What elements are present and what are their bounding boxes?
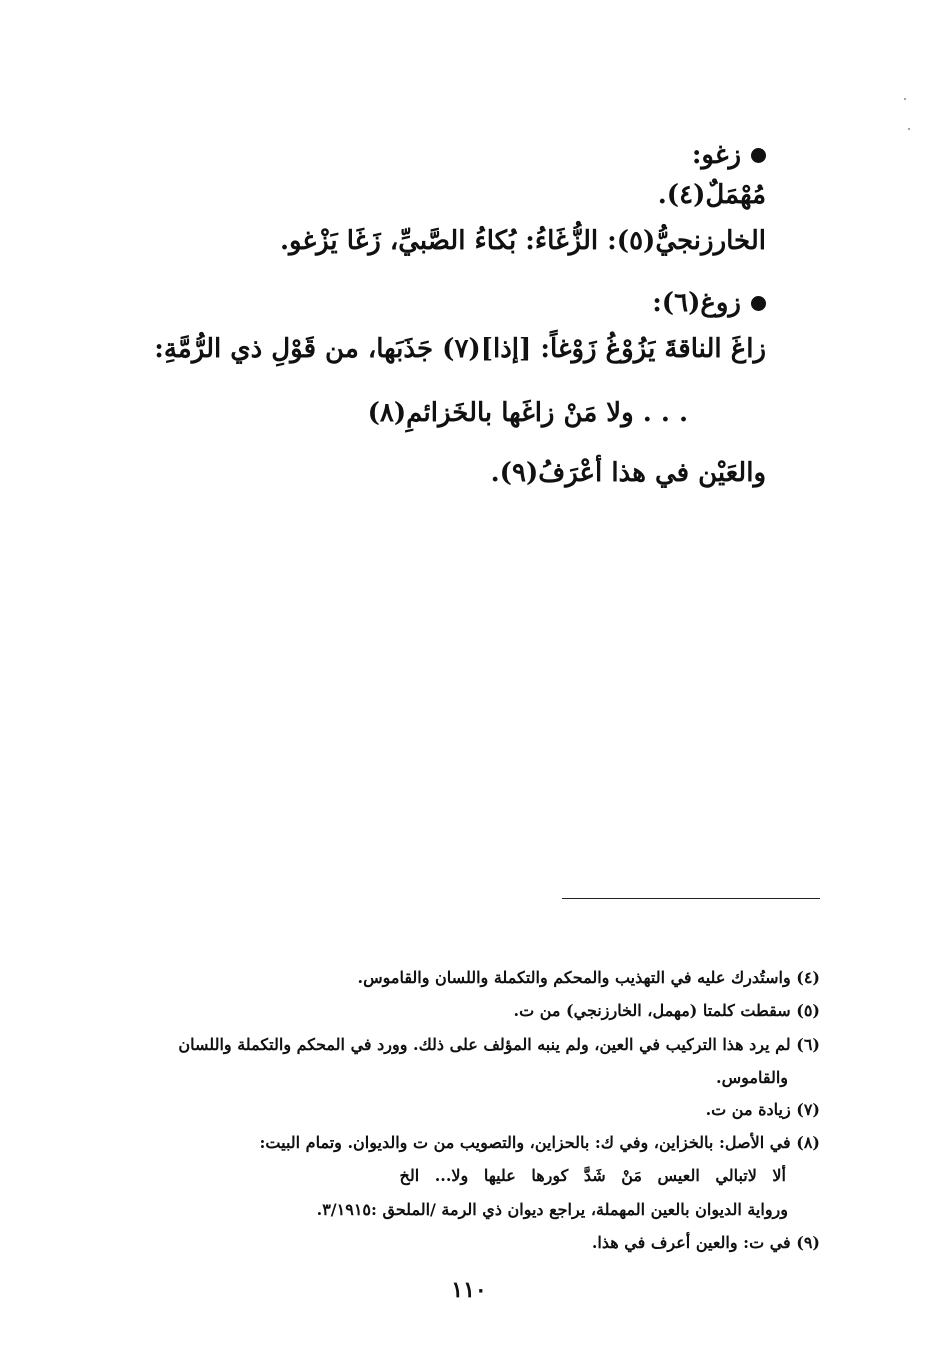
footnote-7: (٧) زيادة من ت.: [705, 1100, 820, 1119]
footnote-6: (٦) لم يرد هذا التركيب في العين، ولم ينبه المؤلف على ذلك. وورد في المحكم والتكملة واللسان: [178, 1035, 820, 1054]
footnote-separator: [562, 898, 820, 899]
entry-text-line: مُهْمَلٌ(٤).: [657, 180, 766, 210]
footnote-5: (٥) سقطت كلمتا (مهمل، الخارزنجي) من ت.: [513, 1001, 820, 1020]
bullet-icon: [751, 148, 766, 163]
footnote-8-continued: ورواية الديوان بالعين المهملة، يراجع ديوان ذي الرمة /الملحق :٣/١٩١٥.: [316, 1200, 788, 1219]
scan-speck: [904, 98, 906, 100]
entry-headword: زوغ(٦):: [652, 288, 741, 318]
bullet-icon: [751, 296, 766, 311]
footnote-8-verse: ألا لاتبالي العيس مَنْ شَدَّ كورها عليها ولا... الخ: [399, 1166, 786, 1185]
footnote-9: (٩) في ت: والعين أعرف في هذا.: [591, 1233, 820, 1252]
footnote-6-continued: والقاموس.: [716, 1068, 788, 1087]
scan-speck: [908, 128, 910, 130]
page-number: ١١٠: [451, 1277, 487, 1303]
entry-text-line: زاغَ الناقةَ يَزُوْغُ زَوْغاً: [إذا](٧) جَذَبَها، من قَوْلِ ذي الرُّمَّةِ:: [154, 334, 766, 364]
entry-text-line: الخارزنجيُّ(٥): الزُّغَاءُ: بُكاءُ الصَّبيِّ، زَغَا يَزْغو.: [279, 226, 766, 256]
verse-line: . . . ولا مَنْ زاغَها بالخَزائمِ(٨): [367, 398, 688, 428]
footnote-4: (٤) واستُدرك عليه في التهذيب والمحكم والتكملة واللسان والقاموس.: [357, 968, 820, 987]
entry-text-line: والعَيْن في هذا أعْرَفُ(٩).: [490, 458, 766, 488]
entry-headword: زغو:: [691, 140, 741, 170]
entry-heading-zwgh: [652, 288, 766, 318]
footnote-8: (٨) في الأصل: بالخزاين، وفي ك: بالحزاين، والتصويب من ت والديوان. وتمام البيت:: [259, 1133, 820, 1152]
entry-heading-zghw: [692, 140, 766, 170]
